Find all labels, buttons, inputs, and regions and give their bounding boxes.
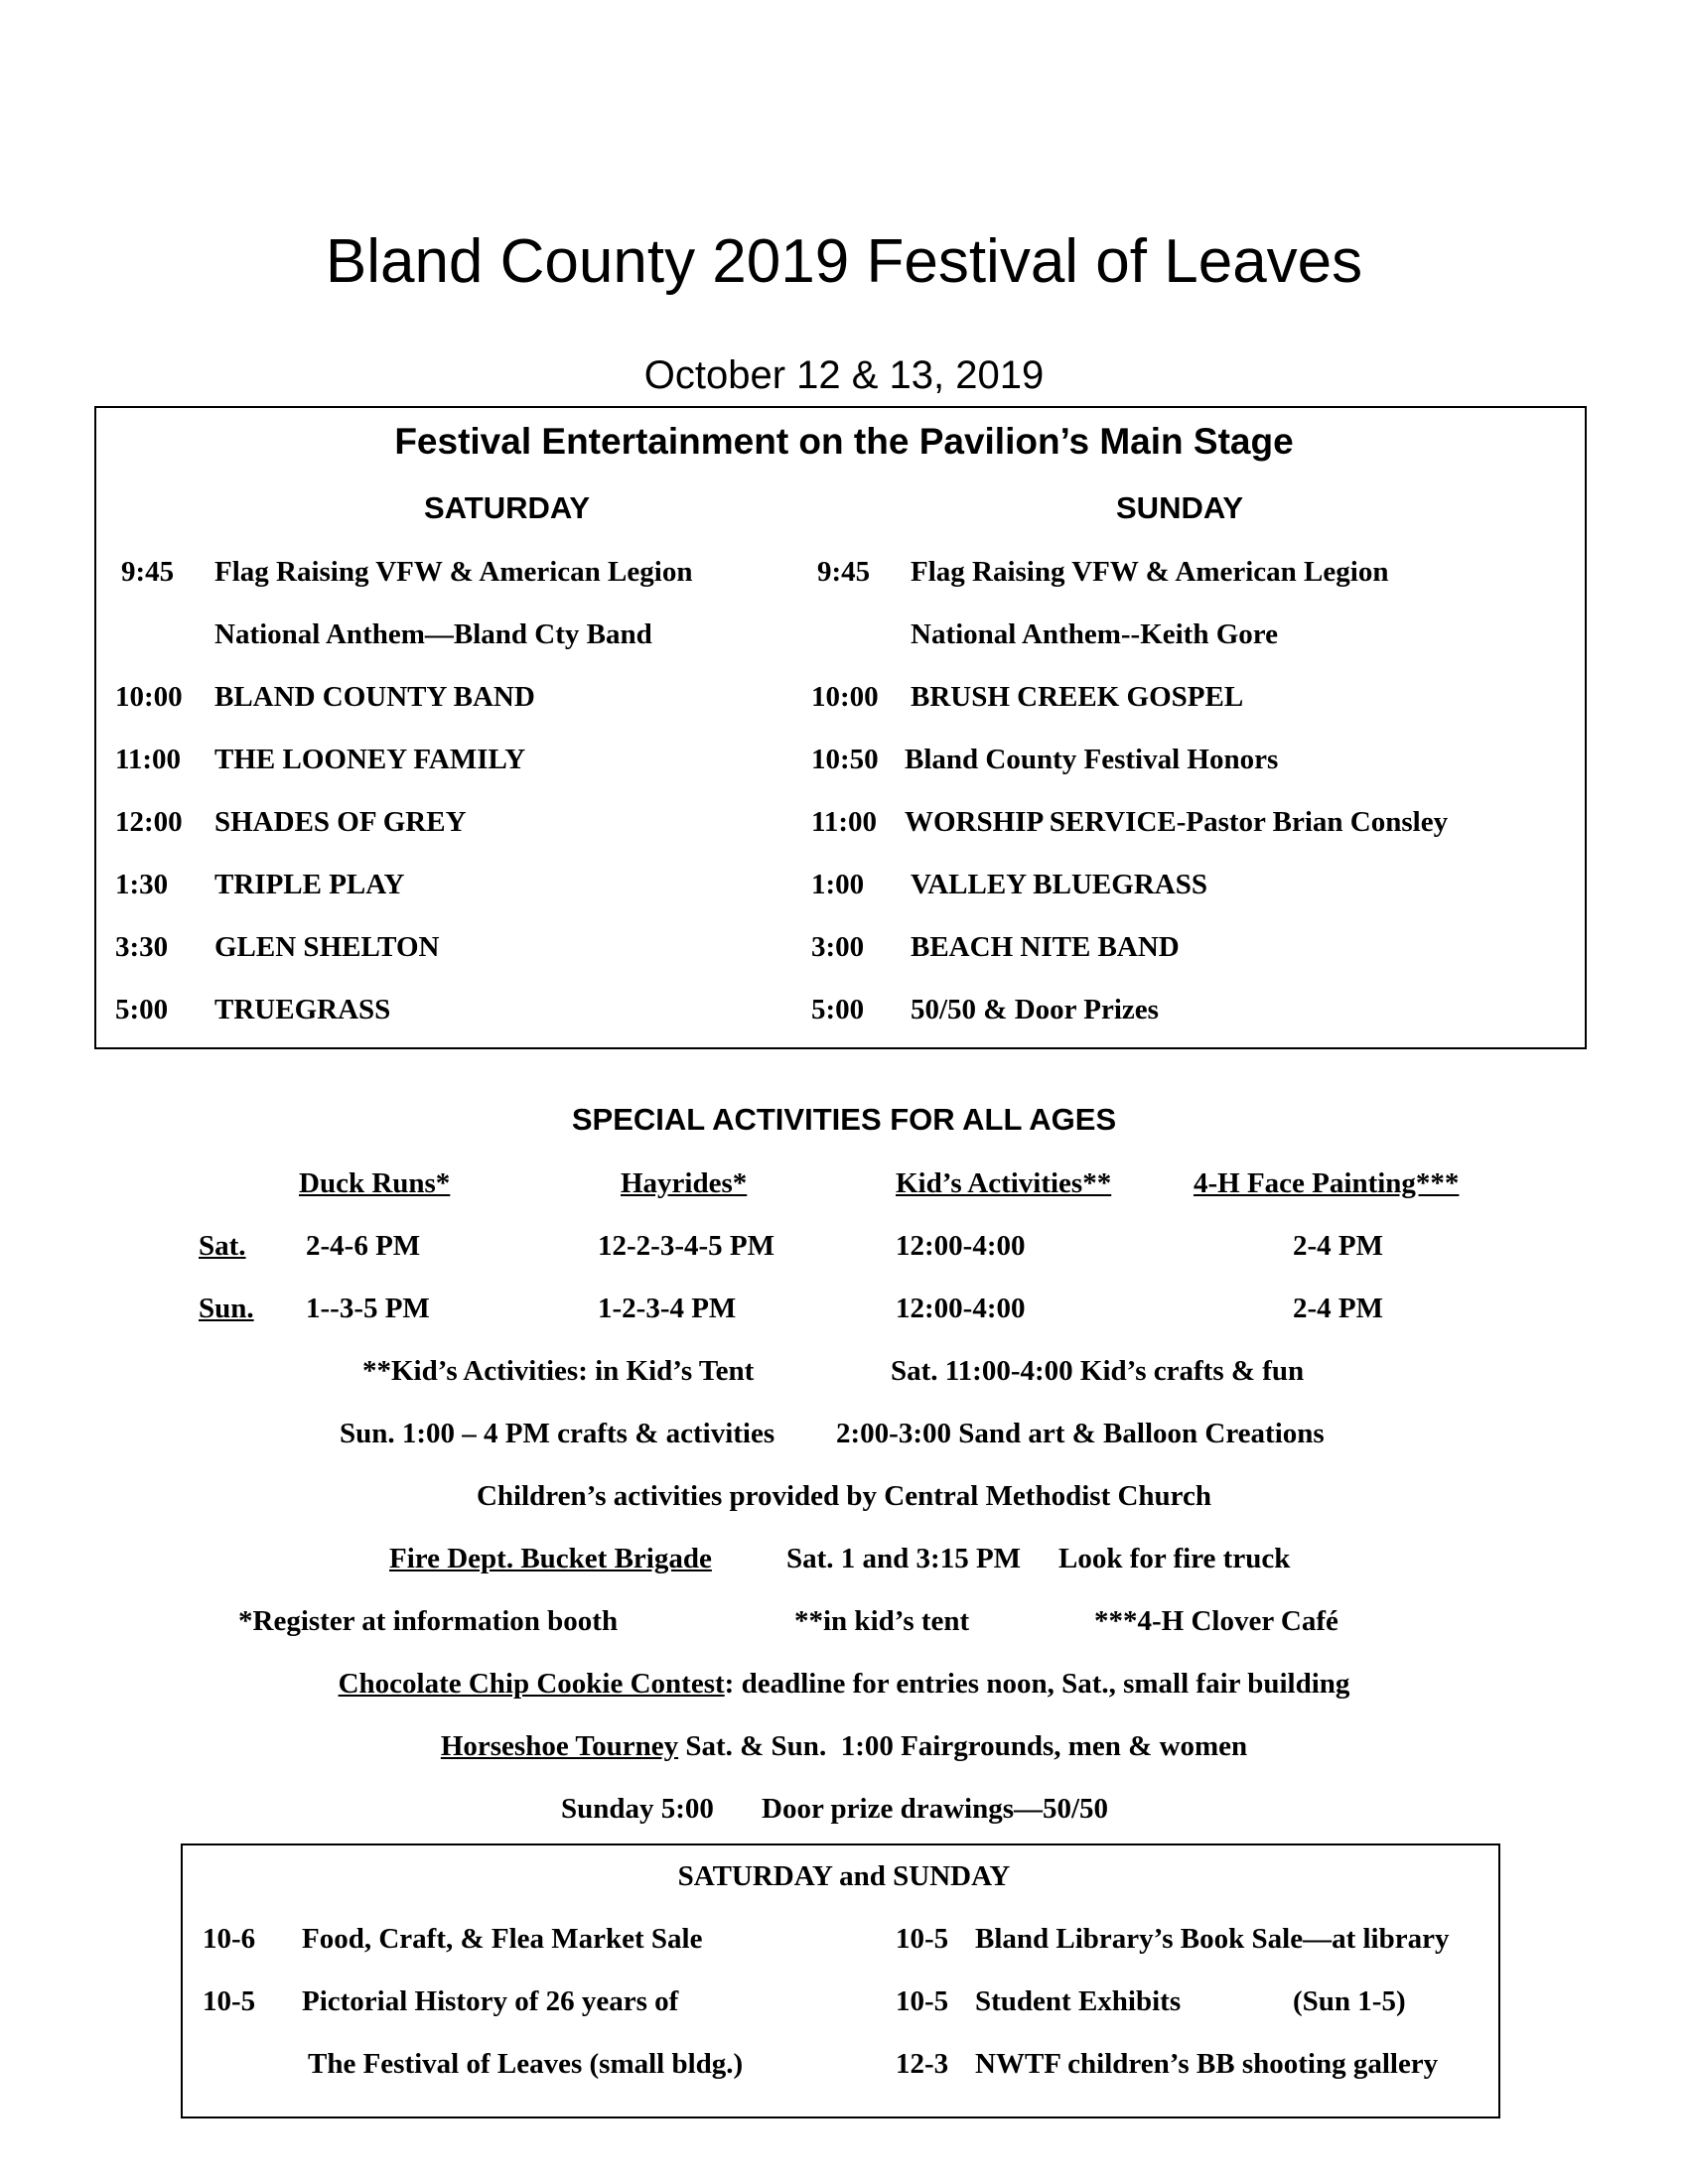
column-header-face-painting: 4-H Face Painting*** [1194,1167,1460,1199]
main-stage-heading: Festival Entertainment on the Pavilion’s Main Stage [394,421,1294,462]
saturday-time: 9:45 [121,556,175,588]
row-day-saturday: Sat. [199,1230,246,1262]
bucket-brigade-note: Look for fire truck [1058,1543,1291,1574]
table-cell: 2-4-6 PM [306,1230,421,1262]
cookie-contest-text: : deadline for entries noon, Sat., small fair building [724,1668,1350,1700]
weekend-item: The Festival of Leaves (small bldg.) [308,2048,744,2080]
table-cell: 12-2-3-4-5 PM [598,1230,774,1262]
kids-sunday-note: Sun. 1:00 – 4 PM crafts & activities [340,1418,775,1449]
church-note: Children’s activities provided by Central Methodist Church [476,1480,1212,1512]
sunday-act: Bland County Festival Honors [905,744,1279,775]
saturday-act: SHADES OF GREY [214,806,467,838]
footnote-clover-cafe: ***4-H Clover Café [1094,1605,1338,1637]
saturday-act: THE LOONEY FAMILY [214,744,526,775]
bucket-brigade-time: Sat. 1 and 3:15 PM [786,1543,1022,1574]
kids-tent-note: **Kid’s Activities: in Kid’s Tent [362,1355,755,1387]
table-cell: 1--3-5 PM [306,1293,430,1324]
row-day-sunday: Sun. [199,1293,254,1324]
saturday-time: 1:30 [115,869,169,900]
door-prize-time: Sunday 5:00 [561,1793,714,1825]
sunday-time: 3:00 [811,931,865,963]
weekend-time: 10-5 [896,1985,949,2017]
sunday-act: Flag Raising VFW & American Legion [911,556,1389,588]
sunday-act: BRUSH CREEK GOSPEL [911,681,1244,713]
bucket-brigade-label: Fire Dept. Bucket Brigade [389,1543,712,1574]
saturday-act: TRIPLE PLAY [214,869,405,900]
saturday-act: GLEN SHELTON [214,931,440,963]
sunday-time: 11:00 [811,806,878,838]
horseshoe-label: Horseshoe Tourney [440,1730,679,1762]
cookie-contest-line [0,1668,1688,1701]
kids-saturday-note: Sat. 11:00-4:00 Kid’s crafts & fun [891,1355,1305,1387]
event-date: October 12 & 13, 2019 [643,353,1045,397]
weekend-item: NWTF children’s BB shooting gallery [975,2048,1439,2080]
saturday-time: 12:00 [115,806,183,838]
saturday-heading: SATURDAY [424,490,591,525]
door-prize-text: Door prize drawings—50/50 [762,1793,1109,1825]
cookie-contest-label: Chocolate Chip Cookie Contest [338,1668,725,1700]
sunday-act: BEACH NITE BAND [911,931,1180,963]
weekend-time: 12-3 [896,2048,949,2080]
footnote-register: *Register at information booth [238,1605,619,1637]
saturday-act: BLAND COUNTY BAND [214,681,535,713]
table-cell: 12:00-4:00 [896,1293,1026,1324]
table-cell: 12:00-4:00 [896,1230,1026,1262]
sunday-act: VALLEY BLUEGRASS [911,869,1207,900]
saturday-time: 3:30 [115,931,169,963]
column-header-duck-runs: Duck Runs* [299,1167,451,1199]
saturday-act: Flag Raising VFW & American Legion [214,556,693,588]
column-header-hayrides: Hayrides* [621,1167,748,1199]
weekend-heading: SATURDAY and SUNDAY [677,1860,1011,1892]
footnote-kids-tent: **in kid’s tent [794,1605,970,1637]
table-cell: 1-2-3-4 PM [598,1293,737,1324]
special-activities-heading: SPECIAL ACTIVITIES FOR ALL AGES [571,1102,1117,1137]
sunday-time: 10:00 [811,681,879,713]
sunday-act: WORSHIP SERVICE-Pastor Brian Consley [905,806,1449,838]
weekend-time: 10-5 [896,1923,949,1955]
weekend-item: Student Exhibits [975,1985,1182,2017]
sand-art-note: 2:00-3:00 Sand art & Balloon Creations [836,1418,1325,1449]
weekend-time: 10-6 [203,1923,256,1955]
table-cell: 2-4 PM [1293,1230,1383,1262]
sunday-time: 10:50 [811,744,879,775]
weekend-item: Bland Library’s Book Sale—at library [975,1923,1450,1955]
weekend-item: Food, Craft, & Flea Market Sale [302,1923,703,1955]
horseshoe-line [0,1730,1688,1763]
saturday-time: 10:00 [115,681,183,713]
column-header-kids-activities: Kid’s Activities** [896,1167,1112,1199]
saturday-act: National Anthem—Bland Cty Band [214,618,652,650]
sunday-time: 5:00 [811,994,865,1025]
sunday-time: 9:45 [817,556,871,588]
weekend-item-extra: (Sun 1-5) [1293,1985,1406,2017]
sunday-heading: SUNDAY [1116,490,1244,525]
horseshoe-text: Sat. & Sun. 1:00 Fairgrounds, men & women [678,1730,1248,1762]
page-title: Bland County 2019 Festival of Leaves [325,227,1363,296]
sunday-act: National Anthem--Keith Gore [911,618,1278,650]
table-cell: 2-4 PM [1293,1293,1383,1324]
sunday-time: 1:00 [811,869,865,900]
saturday-act: TRUEGRASS [214,994,391,1025]
saturday-time: 5:00 [115,994,169,1025]
saturday-time: 11:00 [115,744,182,775]
sunday-act: 50/50 & Door Prizes [911,994,1159,1025]
weekend-time: 10-5 [203,1985,256,2017]
weekend-item: Pictorial History of 26 years of [302,1985,679,2017]
